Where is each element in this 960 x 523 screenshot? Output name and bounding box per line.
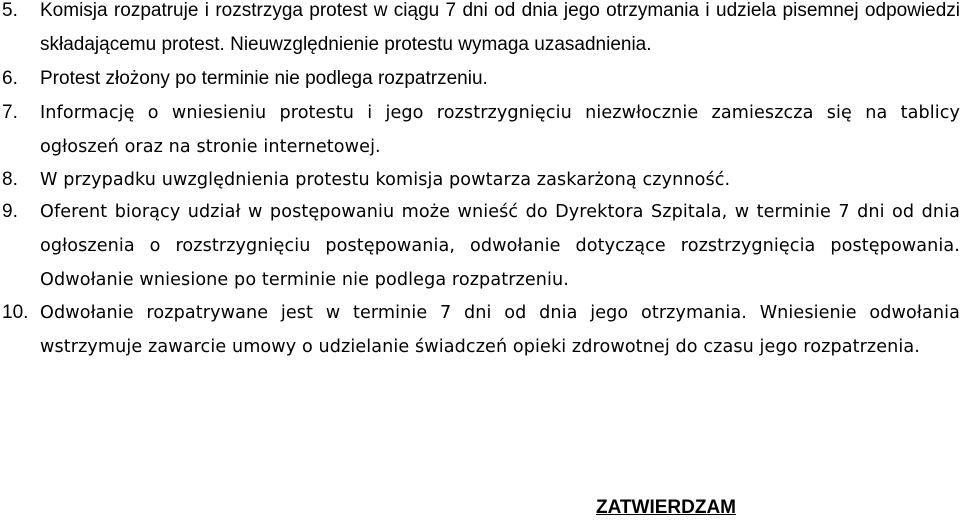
item-number: 6. [2,68,18,89]
item-number: 8. [2,169,18,190]
item-number: 9. [2,201,18,222]
item-number: 10. [2,302,29,323]
approval-label: ZATWIERDZAM [596,497,737,518]
item-text: Komisja rozpatruje i rozstrzyga protest w ciągu 7 dni od dnia jego otrzymania i udziela pisemnej odpowiedzi składającemu protest. Nieuwzględnienie protestu wymaga uzasadnienia. [40,0,960,55]
item-text: Protest złożony po terminie nie podlega rozpatrzeniu. [40,68,488,89]
item-text: Odwołanie rozpatrywane jest w terminie 7 dni od dnia jego otrzymania. Wniesienie odwołania wstrzymuje zawarcie umowy o udzielanie świadczeń opieki zdrowotnej do czasu jego rozpatrzenia. [40,303,960,357]
item-text: W przypadku uwzględnienia protestu komisja powtarza zaskarżoną czynność. [40,170,731,190]
item-text: Oferent biorący udział w postępowaniu może wnieść do Dyrektora Szpitala, w terminie 7 dni od dnia ogłoszenia o rozstrzygnięciu postępowania, odwołanie dotyczące rozstrzygnięcia postępowania. Odwołanie wniesione po terminie nie podlega rozpatrzeniu. [40,202,960,290]
item-number: 7. [2,102,18,123]
item-text: Informację o wniesieniu protestu i jego rozstrzygnięciu niezwłocznie zamieszcza się na tablicy ogłoszeń oraz na stronie internetowej. [40,103,960,157]
item-number: 5. [2,0,18,21]
